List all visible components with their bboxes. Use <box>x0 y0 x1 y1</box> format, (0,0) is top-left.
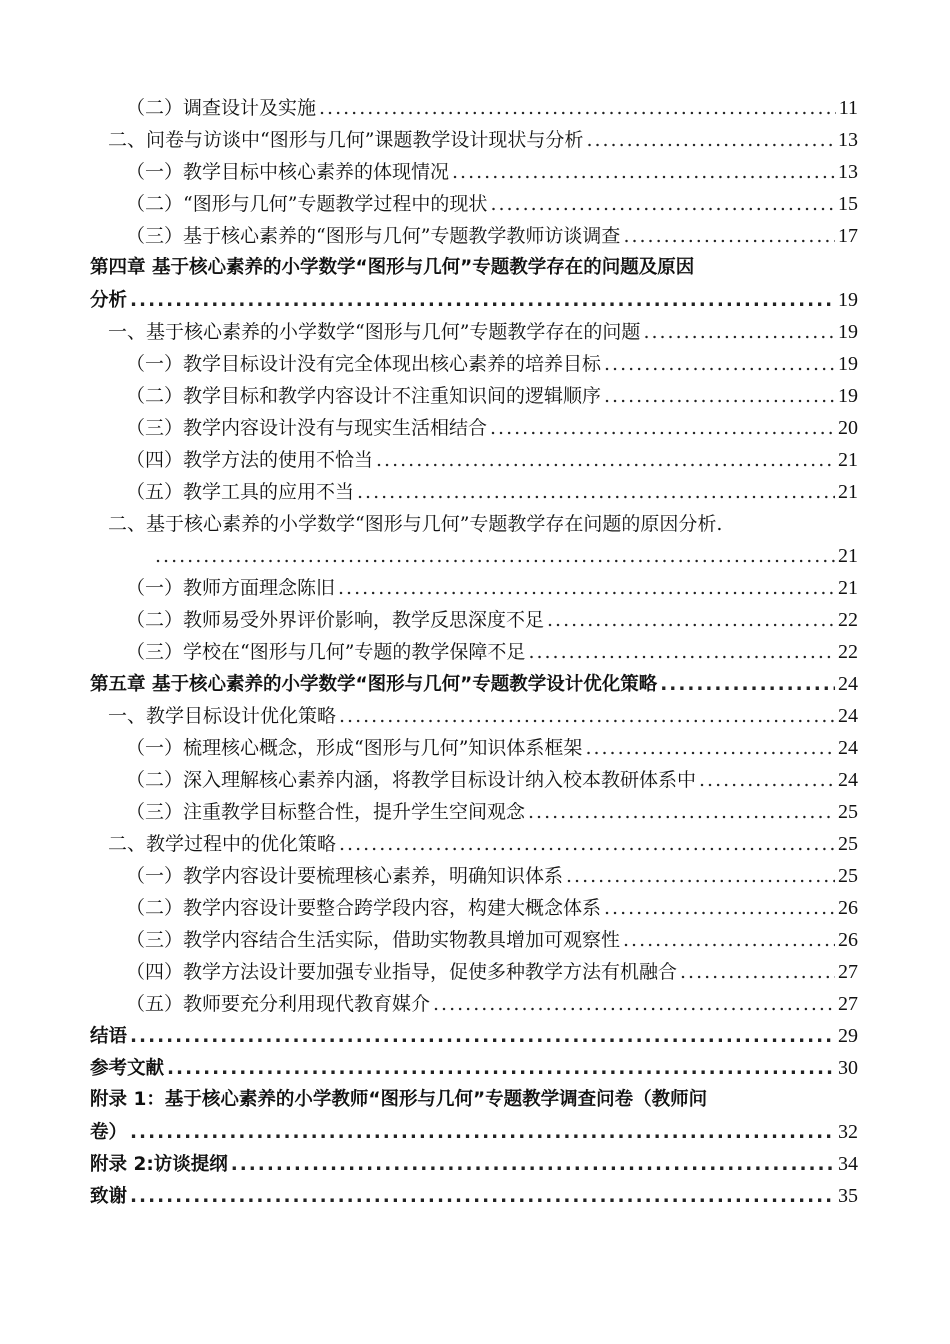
toc-entry-page: 25 <box>838 833 858 855</box>
dot-leader <box>231 1149 835 1181</box>
toc-entry-title: 第五章 基于核心素养的小学数学“图形与几何”专题教学设计优化策略 <box>90 674 658 695</box>
toc-entry-continued[interactable] <box>90 540 858 572</box>
toc-entry[interactable] <box>90 412 858 444</box>
dot-leader <box>376 444 835 476</box>
toc-entry-page: 19 <box>838 385 858 407</box>
toc-entry[interactable] <box>90 732 858 764</box>
toc-chapter-entry[interactable] <box>90 1020 858 1052</box>
toc-entry-page: 19 <box>838 353 858 375</box>
dot-leader <box>319 92 836 124</box>
toc-entry[interactable] <box>90 636 858 668</box>
dot-leader <box>528 636 835 668</box>
toc-entry-title: 分析 <box>90 290 128 311</box>
dot-leader <box>660 669 835 701</box>
dot-leader <box>699 764 835 796</box>
toc-entry-title: （一）教学目标设计没有完全体现出核心素养的培养目标 <box>126 353 602 375</box>
dot-leader <box>490 188 835 220</box>
toc-entry-title: 二、基于核心素养的小学数学“图形与几何”专题教学存在问题的原因分析. <box>108 513 723 535</box>
toc-entry[interactable] <box>90 444 858 476</box>
toc-entry[interactable] <box>90 476 858 508</box>
toc-entry-page: 11 <box>838 97 858 119</box>
toc-entry-page: 24 <box>838 769 858 791</box>
toc-entry[interactable] <box>90 700 858 732</box>
toc-entry-page: 21 <box>838 481 858 503</box>
dot-leader <box>623 220 835 252</box>
toc-entry[interactable] <box>90 188 858 220</box>
toc-entry[interactable] <box>90 220 858 252</box>
table-of-contents <box>90 92 858 1212</box>
toc-entry-title: 致谢 <box>90 1186 128 1207</box>
toc-entry-page: 29 <box>838 1025 858 1047</box>
dot-leader <box>566 860 835 892</box>
toc-entry-page: 21 <box>838 545 858 567</box>
toc-entry-page: 32 <box>838 1121 858 1143</box>
toc-entry-title: 附录 2:访谈提纲 <box>90 1154 228 1175</box>
dot-leader <box>155 540 835 572</box>
toc-chapter-entry-continued[interactable] <box>90 1116 858 1148</box>
toc-entry[interactable] <box>90 764 858 796</box>
toc-entry-page: 17 <box>838 225 858 247</box>
toc-entry-title: （一）教学目标中核心素养的体现情况 <box>126 161 450 183</box>
toc-entry-title: （三）基于核心素养的“图形与几何”专题教学教师访谈调查 <box>126 225 621 247</box>
dot-leader <box>339 828 835 860</box>
dot-leader <box>604 380 835 412</box>
dot-leader <box>643 316 835 348</box>
toc-entry-page: 21 <box>838 577 858 599</box>
toc-entry-title: （一）教师方面理念陈旧 <box>126 577 336 599</box>
dot-leader <box>130 1117 835 1149</box>
toc-entry-page: 27 <box>838 961 858 983</box>
dot-leader <box>604 348 835 380</box>
toc-entry-page: 13 <box>838 129 858 151</box>
toc-entry[interactable] <box>90 316 858 348</box>
toc-entry-title: 第四章 基于核心素养的小学数学“图形与几何”专题教学存在的问题及原因 <box>90 257 695 278</box>
toc-entry-page: 26 <box>838 929 858 951</box>
toc-entry-page: 26 <box>838 897 858 919</box>
toc-entry-page: 19 <box>838 289 858 311</box>
toc-entry-title: （三）学校在“图形与几何”专题的教学保障不足 <box>126 641 526 663</box>
toc-entry[interactable] <box>90 956 858 988</box>
dot-leader <box>339 700 835 732</box>
toc-entry-title: （三）注重教学目标整合性，提升学生空间观念 <box>126 801 526 823</box>
toc-entry[interactable] <box>90 796 858 828</box>
toc-entry[interactable] <box>90 508 858 540</box>
dot-leader <box>680 956 835 988</box>
toc-entry-page: 24 <box>838 737 858 759</box>
toc-entry[interactable] <box>90 348 858 380</box>
dot-leader <box>130 1181 835 1213</box>
toc-entry-page: 25 <box>838 801 858 823</box>
toc-chapter-entry[interactable] <box>90 1180 858 1212</box>
toc-entry[interactable] <box>90 572 858 604</box>
dot-leader <box>528 796 835 828</box>
toc-entry-page: 34 <box>838 1153 858 1175</box>
toc-entry-title: 卷） <box>90 1122 128 1143</box>
toc-entry-page: 19 <box>838 321 858 343</box>
dot-leader <box>338 572 835 604</box>
dot-leader <box>490 412 835 444</box>
dot-leader <box>167 1053 835 1085</box>
dot-leader <box>130 285 835 317</box>
toc-entry-page: 24 <box>838 673 858 695</box>
toc-chapter-entry-continued[interactable] <box>90 284 858 316</box>
toc-chapter-entry[interactable] <box>90 1052 858 1084</box>
toc-entry-page: 22 <box>838 609 858 631</box>
toc-entry[interactable] <box>90 380 858 412</box>
toc-entry[interactable] <box>90 92 858 124</box>
toc-entry-page: 15 <box>838 193 858 215</box>
toc-entry-title: 一、教学目标设计优化策略 <box>108 705 337 727</box>
dot-leader <box>357 476 835 508</box>
toc-entry-page: 35 <box>838 1185 858 1207</box>
toc-entry-title: 二、教学过程中的优化策略 <box>108 833 337 855</box>
toc-entry-page: 21 <box>838 449 858 471</box>
toc-entry[interactable] <box>90 156 858 188</box>
dot-leader <box>452 156 835 188</box>
toc-entry-title: （一）梳理核心概念，形成“图形与几何”知识体系框架 <box>126 737 583 759</box>
dot-leader <box>130 1021 835 1053</box>
toc-entry[interactable] <box>90 860 858 892</box>
toc-chapter-entry[interactable] <box>90 1148 858 1180</box>
toc-entry-title: （二）“图形与几何”专题教学过程中的现状 <box>126 193 488 215</box>
toc-entry-page: 25 <box>838 865 858 887</box>
toc-entry[interactable] <box>90 892 858 924</box>
dot-leader <box>433 988 835 1020</box>
toc-entry-title: （一）教学内容设计要梳理核心素养，明确知识体系 <box>126 865 564 887</box>
toc-entry-title: 一、基于核心素养的小学数学“图形与几何”专题教学存在的问题 <box>108 321 641 343</box>
toc-entry-title: 结语 <box>90 1026 128 1047</box>
toc-entry-title: 二、问卷与访谈中“图形与几何”课题教学设计现状与分析 <box>108 129 584 151</box>
toc-entry-title: （五）教学工具的应用不当 <box>126 481 355 503</box>
toc-entry-title: （三）教学内容结合生活实际，借助实物教具增加可观察性 <box>126 929 621 951</box>
toc-entry-title: （四）教学方法的使用不恰当 <box>126 449 374 471</box>
toc-entry-title: （二）调查设计及实施 <box>126 97 317 119</box>
toc-entry[interactable] <box>90 124 858 156</box>
toc-entry-title: （二）教学目标和教学内容设计不注重知识间的逻辑顺序 <box>126 385 602 407</box>
dot-leader <box>604 892 835 924</box>
toc-entry-page: 20 <box>838 417 858 439</box>
toc-chapter-entry[interactable] <box>90 668 858 700</box>
toc-chapter-entry[interactable] <box>90 252 858 284</box>
dot-leader <box>547 604 835 636</box>
toc-entry-title: （二）深入理解核心素养内涵，将教学目标设计纳入校本教研体系中 <box>126 769 697 791</box>
toc-chapter-entry[interactable] <box>90 1084 858 1116</box>
toc-entry-title: （二）教师易受外界评价影响，教学反思深度不足 <box>126 609 545 631</box>
toc-entry[interactable] <box>90 604 858 636</box>
toc-entry-title: （二）教学内容设计要整合跨学段内容，构建大概念体系 <box>126 897 602 919</box>
toc-entry-title: 附录 1：基于核心素养的小学教师“图形与几何”专题教学调查问卷（教师问 <box>90 1089 708 1110</box>
toc-entry-title: （五）教师要充分利用现代教育媒介 <box>126 993 431 1015</box>
toc-entry-title: 参考文献 <box>90 1058 165 1079</box>
toc-entry[interactable] <box>90 924 858 956</box>
toc-entry[interactable] <box>90 828 858 860</box>
dot-leader <box>586 124 835 156</box>
dot-leader <box>623 924 835 956</box>
dot-leader <box>585 732 835 764</box>
toc-entry-page: 30 <box>838 1057 858 1079</box>
toc-entry-title: （三）教学内容设计没有与现实生活相结合 <box>126 417 488 439</box>
toc-entry-page: 22 <box>838 641 858 663</box>
toc-entry-page: 27 <box>838 993 858 1015</box>
toc-entry-page: 24 <box>838 705 858 727</box>
toc-entry-title: （四）教学方法设计要加强专业指导，促使多种教学方法有机融合 <box>126 961 678 983</box>
toc-entry[interactable] <box>90 988 858 1020</box>
toc-entry-page: 13 <box>838 161 858 183</box>
